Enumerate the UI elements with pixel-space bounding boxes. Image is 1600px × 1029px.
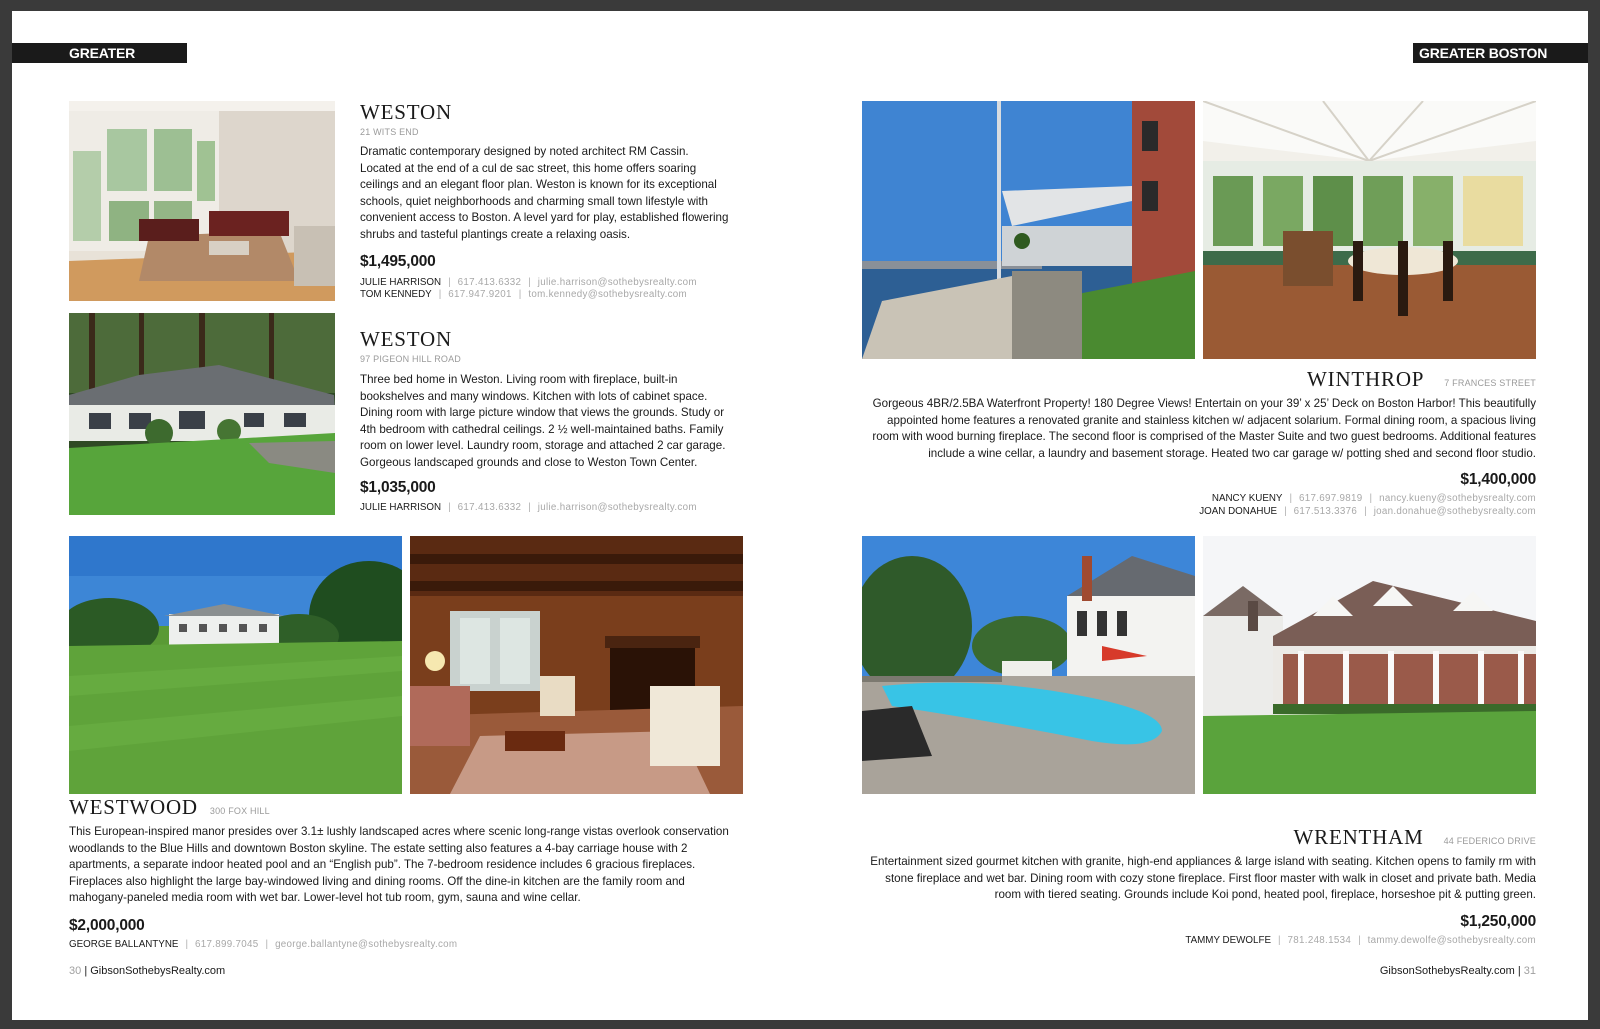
footer-divider: | xyxy=(1517,965,1521,977)
agent-row xyxy=(862,493,1536,506)
agent-phone: 617.947.9201 xyxy=(448,289,512,301)
separator: | xyxy=(185,938,188,950)
listing-wrentham xyxy=(862,825,1536,947)
listing-town: WESTWOOD xyxy=(69,795,198,819)
listing-weston-1 xyxy=(360,100,740,302)
separator: | xyxy=(1369,493,1373,505)
listing-description: Three bed home in Weston. Living room with fireplace, built-in bookshelves and many windows. Kitchen with lots of cabinet space. Dining room with large picture window that views the grounds. Study or 4th bedroom with cathedral ceilings. 2 ½ well-maintained baths. Family room on lower level. Laundry room, storage and attached 2 car garage. Gorgeous landscaped grounds and close to Weston Town Center. xyxy=(360,373,726,469)
photo-wrentham-pool xyxy=(862,536,1195,794)
separator: | xyxy=(448,276,451,288)
agent-name: GEORGE BALLANTYNE xyxy=(69,938,179,950)
agent-row xyxy=(360,277,740,290)
agent-email[interactable]: julie.harrison@sothebysrealty.com xyxy=(537,276,697,288)
agent-row xyxy=(360,502,740,515)
page-number: 30 xyxy=(69,965,82,977)
agent-phone: 781.248.1534 xyxy=(1287,934,1352,946)
separator: | xyxy=(448,501,451,513)
separator: | xyxy=(518,289,522,301)
listing-price: $1,035,000 xyxy=(360,478,436,496)
agent-name: TOM KENNEDY xyxy=(360,289,432,301)
listing-description: Gorgeous 4BR/2.5BA Waterfront Property! 180 Degree Views! Entertain on your 39’ x 25’ Deck on Boston Harbor! This beautifully appointed home features a renovated granite and stainless kitchen w/ adjacent solarium. Formal dining room, a spacious living room with wood burning fireplace. The second floor is comprised of the Master Suite and two guest bedrooms. Additional features include a wine cellar, a laundry and basement storage. Heated two car garage w/ potting shed and second floor studio. xyxy=(872,397,1536,460)
region-tag-left: GREATER BOSTON xyxy=(12,43,187,63)
listing-description: Dramatic contemporary designed by noted architect RM Cassin. Located at the end of a cul de sac street, this home offers soaring ceilings and an elegant floor plan. Weston is known for its exceptional schools, quiet neighborhoods and charming small town lifestyle with convenient access to Boston. A level yard for play, established flowering shrubs and tasteful plantings create a relaxing oasis. xyxy=(360,145,729,241)
agent-row xyxy=(862,506,1536,519)
brochure-spread xyxy=(12,11,1588,1020)
separator: | xyxy=(438,289,442,301)
agent-email[interactable]: joan.donahue@sothebysrealty.com xyxy=(1373,505,1536,517)
footer-left xyxy=(69,965,225,977)
page-number: 31 xyxy=(1523,965,1536,977)
footer-website[interactable]: GibsonSothebysRealty.com xyxy=(1379,965,1515,977)
photo-winthrop-solarium xyxy=(1203,101,1536,359)
agent-name: JOAN DONAHUE xyxy=(1199,505,1278,517)
listing-address: 44 FEDERICO DRIVE xyxy=(1443,836,1536,846)
listing-address: 21 WITS END xyxy=(360,127,419,137)
separator: | xyxy=(265,938,269,950)
agent-email[interactable]: george.ballantyne@sothebysrealty.com xyxy=(275,938,458,950)
agent-phone: 617.899.7045 xyxy=(194,938,259,950)
photo-westwood-wood-paneled-room xyxy=(410,536,743,794)
listing-address: 97 PIGEON HILL ROAD xyxy=(360,354,461,364)
listing-price: $1,495,000 xyxy=(360,252,436,270)
listing-weston-2 xyxy=(360,327,740,514)
agent-phone: 617.697.9819 xyxy=(1299,493,1363,505)
agent-row xyxy=(360,289,740,302)
photo-winthrop-harbor-deck xyxy=(862,101,1195,359)
separator: | xyxy=(1289,493,1293,505)
listing-description: Entertainment sized gourmet kitchen with granite, high-end appliances & large island with seating. Kitchen opens to family rm with stone fireplace and wet bar. Dining room with cozy stone fireplace. First floor master with walk in closet and private bath. Media room with tiered seating. Grounds include Koi pond, heated pool, fireplace, horseshoe pit & putting green. xyxy=(870,855,1536,902)
listing-price: $1,250,000 xyxy=(1460,912,1536,930)
listing-address: 7 FRANCES STREET xyxy=(1444,378,1536,388)
agent-phone: 617.513.3376 xyxy=(1293,505,1358,517)
footer-right xyxy=(1380,965,1536,977)
footer-website[interactable]: GibsonSothebysRealty.com xyxy=(90,965,226,977)
separator: | xyxy=(1364,505,1367,517)
listing-town: WINTHROP xyxy=(1307,367,1425,391)
listing-town: WRENTHAM xyxy=(1293,825,1424,849)
listing-price: $1,400,000 xyxy=(1460,471,1536,489)
agent-email[interactable]: tom.kennedy@sothebysrealty.com xyxy=(528,289,688,301)
agent-phone: 617.413.6332 xyxy=(457,276,522,288)
footer-divider: | xyxy=(84,965,88,977)
photo-wrentham-house-front xyxy=(1203,536,1536,794)
listing-winthrop xyxy=(862,367,1536,518)
separator: | xyxy=(1278,934,1281,946)
agent-name: JULIE HARRISON xyxy=(360,276,442,288)
listing-description: This European-inspired manor presides over 3.1± lushly landscaped acres where scenic long-range vistas overlook conservation woodlands to the Blue Hills and downtown Boston skyline. The estate setting also features a 4-bay carriage house with 2 apartments, a separate indoor heated pool and an “English pub”. The 7-bedroom residence includes 6 gracious fireplaces. Fireplaces also highlight the large bay-windowed living and dining rooms. Off the dine-in kitchen are the family room and mahogany-paneled media room with wet bar. Lower-level hot tub room, gym, sauna and wine cellar. xyxy=(69,825,729,905)
agent-row xyxy=(69,939,749,952)
listing-price: $2,000,000 xyxy=(69,916,145,934)
region-tag-right: GREATER BOSTON xyxy=(1413,43,1588,63)
listing-westwood xyxy=(69,795,749,951)
photo-weston-house-exterior xyxy=(69,313,335,515)
separator: | xyxy=(528,501,531,513)
separator: | xyxy=(528,276,531,288)
agent-email[interactable]: tammy.dewolfe@sothebysrealty.com xyxy=(1367,934,1536,946)
agent-name: JULIE HARRISON xyxy=(360,501,442,513)
separator: | xyxy=(1358,934,1361,946)
listing-town: WESTON xyxy=(360,100,452,124)
photo-weston-living-room xyxy=(69,101,335,301)
agent-phone: 617.413.6332 xyxy=(457,501,522,513)
photo-westwood-manor-lawn xyxy=(69,536,402,794)
agent-name: NANCY KUENY xyxy=(1211,493,1283,505)
agent-email[interactable]: julie.harrison@sothebysrealty.com xyxy=(537,501,697,513)
listing-address: 300 FOX HILL xyxy=(209,806,270,816)
agent-row xyxy=(862,935,1536,948)
separator: | xyxy=(1284,505,1287,517)
agent-name: TAMMY DEWOLFE xyxy=(1185,934,1271,946)
listing-town: WESTON xyxy=(360,327,452,351)
agent-email[interactable]: nancy.kueny@sothebysrealty.com xyxy=(1379,493,1536,505)
